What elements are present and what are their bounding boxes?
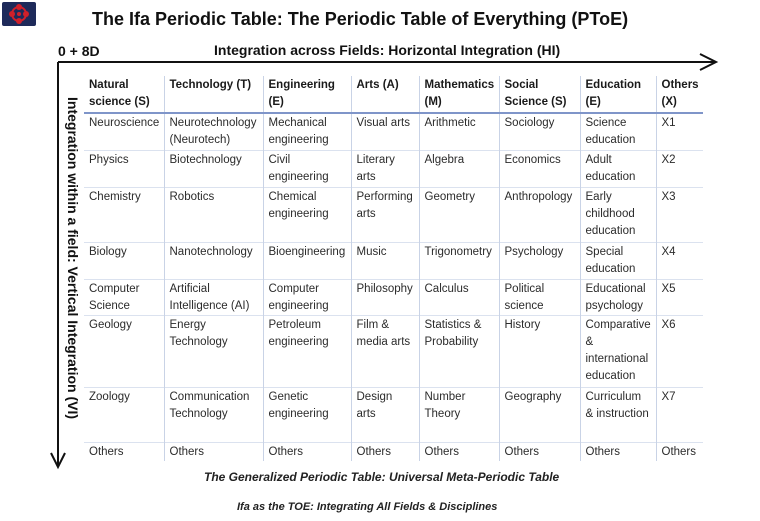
table-cell: Others: [580, 442, 656, 461]
table-cell: Statistics & Probability: [419, 315, 499, 387]
table-cell: Adult education: [580, 150, 656, 187]
table-cell: Others: [84, 442, 164, 461]
table-cell: Mechanical engineering: [263, 113, 351, 150]
table-cell: Robotics: [164, 187, 263, 242]
table-cell: Civil engineering: [263, 150, 351, 187]
header-others: Others (X): [656, 76, 703, 113]
table-cell: Comparative & international education: [580, 315, 656, 387]
table-cell: Communication Technology: [164, 387, 263, 442]
header-row: [84, 76, 703, 113]
table-cell: Sociology: [499, 113, 580, 150]
table-cell: Artificial Intelligence (AI): [164, 279, 263, 315]
table-cell: Computer Science: [84, 279, 164, 315]
table-cell: Visual arts: [351, 113, 419, 150]
periodic-table: [84, 76, 703, 461]
table-cell: Geology: [84, 315, 164, 387]
table-cell: Chemistry: [84, 187, 164, 242]
table-cell: Algebra: [419, 150, 499, 187]
table-cell: Bioengineering: [263, 242, 351, 279]
table-cell: Computer engineering: [263, 279, 351, 315]
table-cell: Number Theory: [419, 387, 499, 442]
table-row: [84, 279, 703, 315]
table-cell: Economics: [499, 150, 580, 187]
caption-secondary: Ifa as the TOE: Integrating All Fields & Disciplines: [237, 501, 498, 513]
table-cell: Physics: [84, 150, 164, 187]
table-cell: Others: [656, 442, 703, 461]
table-cell: Trigonometry: [419, 242, 499, 279]
table-cell: Others: [499, 442, 580, 461]
table-cell: X7: [656, 387, 703, 442]
header-arts: Arts (A): [351, 76, 419, 113]
header-education: Education (E): [580, 76, 656, 113]
table-row: [84, 242, 703, 279]
table-cell: Others: [351, 442, 419, 461]
table-cell: Music: [351, 242, 419, 279]
table-cell: History: [499, 315, 580, 387]
table-cell: Curriculum & instruction: [580, 387, 656, 442]
table-cell: Design arts: [351, 387, 419, 442]
table-cell: Genetic engineering: [263, 387, 351, 442]
table-row: [84, 150, 703, 187]
table-cell: Science education: [580, 113, 656, 150]
table-cell: Film & media arts: [351, 315, 419, 387]
table-cell: X6: [656, 315, 703, 387]
header-social-science: Social Science (S): [499, 76, 580, 113]
table-row: [84, 315, 703, 387]
table-cell: Others: [419, 442, 499, 461]
table-cell: X3: [656, 187, 703, 242]
horizontal-axis-label: Integration across Fields: Horizontal Integration (HI): [214, 42, 561, 58]
table-cell: Early childhood education: [580, 187, 656, 242]
page-title: The Ifa Periodic Table: The Periodic Table of Everything (PToE): [92, 9, 629, 29]
table-cell: Philosophy: [351, 279, 419, 315]
table-cell: X5: [656, 279, 703, 315]
caption-primary: The Generalized Periodic Table: Universal Meta-Periodic Table: [204, 470, 560, 484]
table-cell: Literary arts: [351, 150, 419, 187]
table-row: [84, 442, 703, 461]
table-cell: Geometry: [419, 187, 499, 242]
table-cell: Others: [263, 442, 351, 461]
table-cell: Biotechnology: [164, 150, 263, 187]
table-cell: Psychology: [499, 242, 580, 279]
table-cell: X1: [656, 113, 703, 150]
header-engineering: Engineering (E): [263, 76, 351, 113]
table-cell: Biology: [84, 242, 164, 279]
table-cell: Neurotechnology (Neurotech): [164, 113, 263, 150]
table-cell: Zoology: [84, 387, 164, 442]
table-row: [84, 387, 703, 442]
table-cell: Performing arts: [351, 187, 419, 242]
table-cell: Neuroscience: [89, 117, 160, 129]
table-cell: Political science: [499, 279, 580, 315]
table-row: [84, 113, 703, 150]
header-mathematics: Mathematics (M): [419, 76, 499, 113]
table-cell: Arithmetic: [419, 113, 499, 150]
table-cell: X2: [656, 150, 703, 187]
table-cell: Chemical engineering: [263, 187, 351, 242]
table-cell: Nanotechnology: [164, 242, 263, 279]
header-technology: Technology (T): [164, 76, 263, 113]
header-natural-science: Natural science (S): [84, 76, 164, 113]
table-cell: Special education: [580, 242, 656, 279]
table-cell: Geography: [499, 387, 580, 442]
table-row: [84, 187, 703, 242]
table-cell: Educational psychology: [580, 279, 656, 315]
table-cell: Others: [164, 442, 263, 461]
table-cell: Petroleum engineering: [263, 315, 351, 387]
origin-label: 0 + 8D: [58, 43, 100, 59]
table-cell: X4: [656, 242, 703, 279]
table-cell: Energy Technology: [164, 315, 263, 387]
table-cell: Anthropology: [499, 187, 580, 242]
vertical-axis-label: Integration within a field: Vertical Integration (VI): [65, 97, 81, 420]
table-cell: Calculus: [419, 279, 499, 315]
